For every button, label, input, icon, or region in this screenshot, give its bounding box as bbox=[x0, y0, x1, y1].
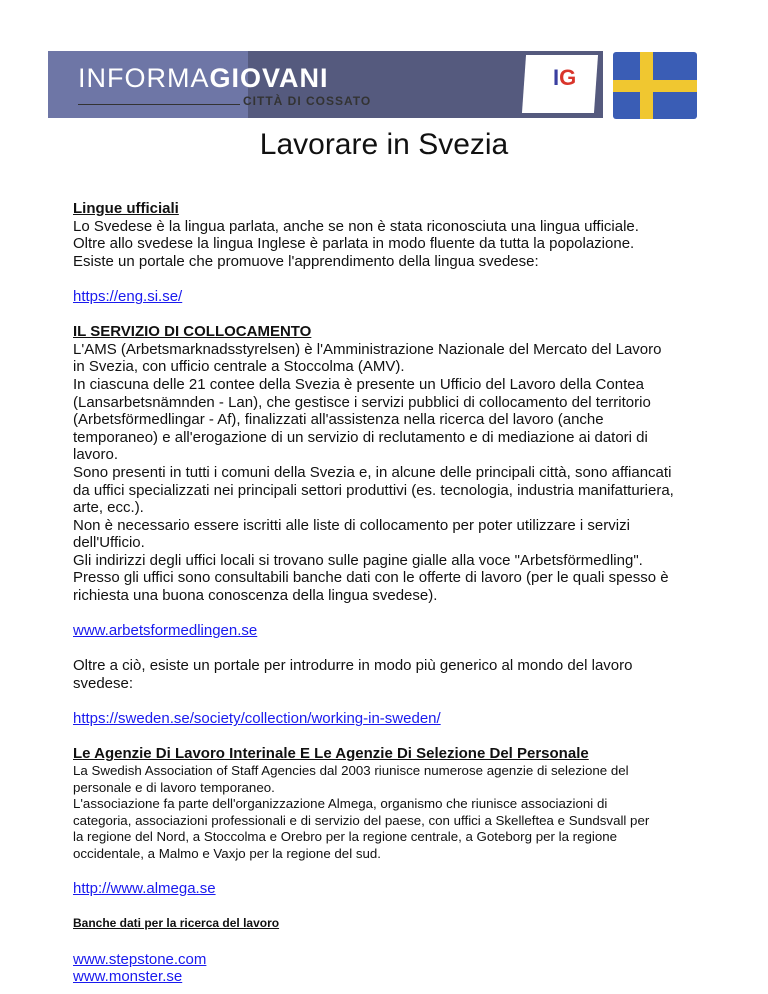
link-sweden-se[interactable]: https://sweden.se/society/collection/working-in-sweden/ bbox=[73, 710, 441, 728]
link-arbetsformedlingen[interactable]: www.arbetsformedlingen.se bbox=[73, 622, 258, 640]
page-title: Lavorare in Svezia bbox=[259, 128, 509, 161]
link-stepstone[interactable]: www.stepstone.com bbox=[73, 950, 207, 968]
ig-logo-icon: IG bbox=[553, 65, 577, 90]
section-body-servizio: L'AMS (Arbetsmarknadsstyrelsen) è l'Amministrazione Nazionale del Mercato del Lavoro in Svezia, con ufficio centrale a Stoccolma (AMV). In ciascuna delle 21 contee della Svezia è presente un Ufficio del Lavoro della Contea (Lansarbetsnämnden - Lan), che gestisce i servizi pubblici di collocamento del territorio (Arbetsförmedlingar - Af), finalizzati all'assistenza nella ricerca del lavoro (anche temporaneo) e all'erogazione di un servizio di reclutamento e di mediazione ai datori di lavoro. Sono presenti in tutti i comuni della Svezia e, in alcune delle principali città, sono affiancati da uffici specializzati nei principali settori produttivi (es. tecnologia, industria manifatturiera, arte, ecc.). Non è necessario essere iscritti alle liste di collocamento per poter utilizzare i servizi dell'Ufficio. Gli indirizzi degli uffici locali si trovano sulle pagine gialle alla voce "Arbetsförmedling". Presso gli uffici sono consultabili banche dati con le offerte di lavoro (per le quali spesso è richiesta una buona conoscenza della lingua svedese). bbox=[73, 340, 674, 605]
banner-brand bbox=[78, 63, 329, 94]
section-heading-lingue: Lingue ufficiali bbox=[73, 200, 179, 217]
sweden-flag-icon bbox=[613, 52, 697, 119]
link-almega[interactable]: http://www.almega.se bbox=[73, 880, 216, 898]
section-body-agenzie: La Swedish Association of Staff Agencies dal 2003 riunisce numerose agenzie di selezione del personale e di lavoro temporaneo. L'associazione fa parte dell'organizzazione Almega, organismo che riunisce associazioni di categoria, associazioni professionali e di servizio del paese, con uffici a Skelleftea e Sundsvall per la regione del Nord, a Stoccolma e Orebro per la regione centrale, a Goteborg per la regione occidentale, a Malmo e Vaxjo per la regione del sud. bbox=[73, 763, 650, 861]
banner-rule bbox=[78, 104, 240, 105]
link-monster[interactable]: www.monster.se bbox=[73, 968, 183, 986]
section-body-portale: Oltre a ciò, esiste un portale per introdurre in modo più generico al mondo del lavoro svedese: bbox=[73, 657, 633, 693]
document-body bbox=[73, 200, 713, 986]
section-heading-banche: Banche dati per la ricerca del lavoro bbox=[73, 916, 280, 931]
section-body-lingue: Lo Svedese è la lingua parlata, anche se non è stata riconosciuta una lingua ufficiale. Oltre allo svedese la lingua Inglese è parlata in modo fluente da tutta la popolazione. Esiste un portale che promuove l'apprendimento della lingua svedese: bbox=[73, 217, 639, 270]
section-heading-agenzie: Le Agenzie Di Lavoro Interinale E Le Agenzie Di Selezione Del Personale bbox=[73, 745, 589, 763]
brand-bold: GIOVANI bbox=[209, 63, 329, 93]
section-heading-servizio: IL SERVIZIO DI COLLOCAMENTO bbox=[73, 323, 312, 341]
informagiovani-banner bbox=[48, 51, 603, 118]
brand-subtitle: CITTÀ DI COSSATO bbox=[243, 94, 372, 108]
link-si[interactable]: https://eng.si.se/ bbox=[73, 287, 183, 305]
brand-light: INFORMA bbox=[78, 63, 210, 93]
